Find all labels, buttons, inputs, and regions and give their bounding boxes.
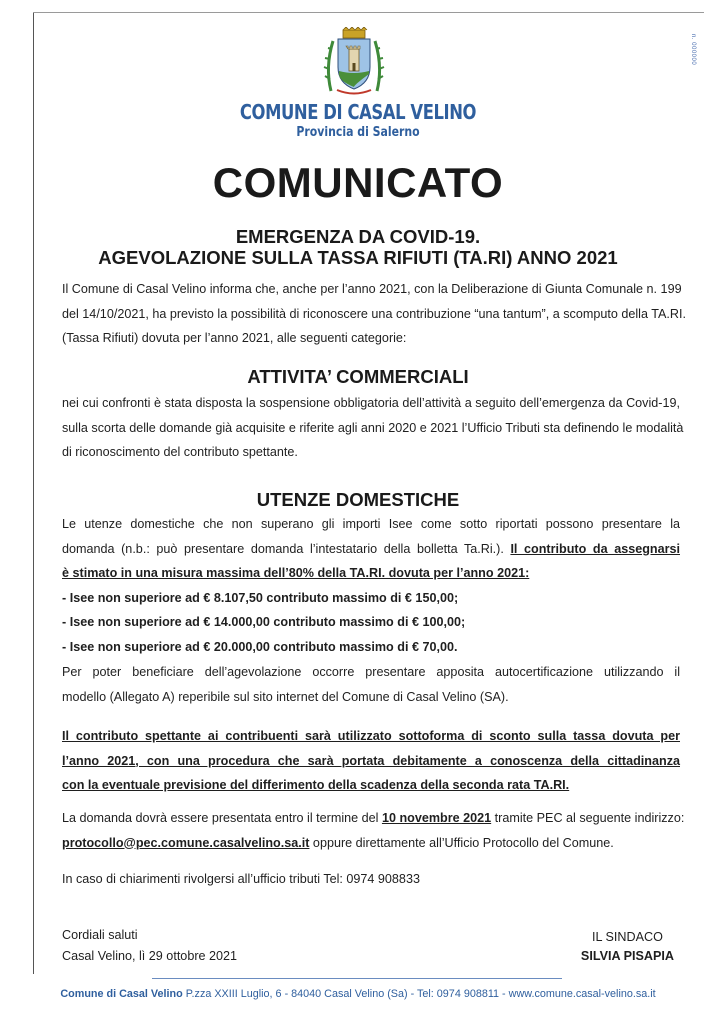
- contact-line: In caso di chiarimenti rivolgersi all’ufficio tributi Tel: 0974 908833: [62, 872, 420, 886]
- footer-org-name: Comune di Casal Velino: [60, 988, 183, 1000]
- section-heading-utenze: UTENZE DOMESTICHE: [256, 489, 460, 510]
- intro-line: Il Comune di Casal Velino informa che, anche per l’anno 2021, con la Deliberazione di Giunta Comunale n. 199: [62, 282, 682, 296]
- deadline-text: La domanda dovrà essere presentata entro il termine del: [62, 811, 382, 825]
- pec-email-link[interactable]: protocollo@pec.comune.casalvelino.sa.it: [62, 835, 310, 850]
- sconto-line: con la eventuale previsione del differimento della scadenza della seconda rata TA.RI.: [62, 778, 570, 792]
- isee-bracket: - Isee non superiore ad € 20.000,00 contributo massimo di € 70,00.: [62, 639, 458, 654]
- closing-block: [62, 925, 237, 967]
- footer-divider: [152, 978, 562, 979]
- org-name: COMUNE DI CASAL VELINO: [239, 100, 477, 124]
- footer: [0, 988, 716, 1000]
- deadline-line: [62, 806, 685, 831]
- signature-block: [581, 928, 674, 966]
- utenze-paragraph: [62, 512, 680, 659]
- sconto-line: l’anno 2021, con una procedura che sarà portata debitamente a conoscenza della cittadinanza: [62, 753, 680, 768]
- attivita-line: sulla scorta delle domande già acquisite e riferite agli anni 2020 e 2021 l’Ufficio Tributi sta definendo le modalità: [62, 420, 684, 435]
- coat-of-arms-icon: [323, 27, 385, 99]
- utenze-line-text: domanda (n.b.: può presentare domanda l’intestatario della bolletta Ta.Ri.).: [62, 541, 511, 556]
- closing-greeting: Cordiali saluti: [62, 928, 138, 942]
- signature-name: SILVIA PISAPIA: [580, 949, 674, 963]
- contributo-estimate-text: Il contributo da assegnarsi: [510, 541, 680, 556]
- deadline-date: 10 novembre 2021: [381, 811, 492, 825]
- page-frame-top: [33, 12, 704, 13]
- utenze-line: Le utenze domestiche che non superano gli importi Isee come sotto riportati possono presentare la: [62, 517, 680, 531]
- attivita-paragraph: [62, 391, 684, 465]
- autocert-paragraph: [62, 660, 680, 709]
- intro-paragraph: [62, 277, 686, 351]
- contributo-estimate-text: è stimato in una misura massima dell’80% della TA.RI. dovuta per l’anno 2021:: [62, 566, 530, 580]
- pec-line-text: oppure direttamente all’Ufficio Protocollo del Comune.: [309, 835, 614, 850]
- intro-line: (Tassa Rifiuti) dovuta per l’anno 2021, alle seguenti categorie:: [62, 331, 407, 345]
- subject-line-2: AGEVOLAZIONE SULLA TASSA RIFIUTI (TA.RI) ANNO 2021: [98, 247, 618, 268]
- sconto-line: Il contributo spettante ai contribuenti sarà utilizzato sottoforma di sconto sulla tassa dovuta per: [62, 729, 680, 743]
- autocert-line: modello (Allegato A) reperibile sul sito internet del Comune di Casal Velino (SA).: [62, 689, 509, 704]
- protocol-stamp: n. 000000: [690, 34, 696, 66]
- isee-bracket: - Isee non superiore ad € 14.000,00 contributo massimo di € 100,00;: [62, 615, 466, 629]
- attivita-line: di riconoscimento del contributo spettante.: [62, 445, 298, 459]
- footer-address: P.zza XXIII Luglio, 6 - 84040 Casal Velino (Sa) - Tel: 0974 908811 - www.comune.casal-velino.sa.it: [182, 988, 656, 1000]
- pec-line: [62, 831, 680, 856]
- closing-place-date: Casal Velino, lì 29 ottobre 2021: [62, 949, 238, 963]
- attivita-line: nei cui confronti è stata disposta la sospensione obbligatoria dell’attività a seguito dell’emergenza da Covid-19,: [62, 396, 680, 410]
- isee-bracket: - Isee non superiore ad € 8.107,50 contributo massimo di € 150,00;: [62, 590, 459, 605]
- org-subtitle: Provincia di Salerno: [296, 125, 420, 140]
- section-heading-attivita: ATTIVITA’ COMMERCIALI: [247, 366, 469, 387]
- contact-paragraph: [62, 867, 680, 892]
- sconto-paragraph: [62, 724, 680, 798]
- deadline-paragraph: [62, 806, 685, 855]
- document-title: COMUNICATO: [212, 159, 504, 206]
- autocert-line: Per poter beneficiare dell’agevolazione occorre presentare apposita autocertificazione utilizzando il: [62, 665, 680, 679]
- subject-line-1: EMERGENZA DA COVID-19.: [235, 226, 481, 247]
- deadline-text: tramite PEC al seguente indirizzo:: [491, 811, 685, 825]
- utenze-line: [62, 537, 680, 562]
- intro-line: del 14/10/2021, ha previsto la possibilità di riconoscere una contribuzione “una tantum”, a scomputo della TA.RI.: [62, 306, 686, 321]
- signature-role: IL SINDACO: [592, 930, 663, 944]
